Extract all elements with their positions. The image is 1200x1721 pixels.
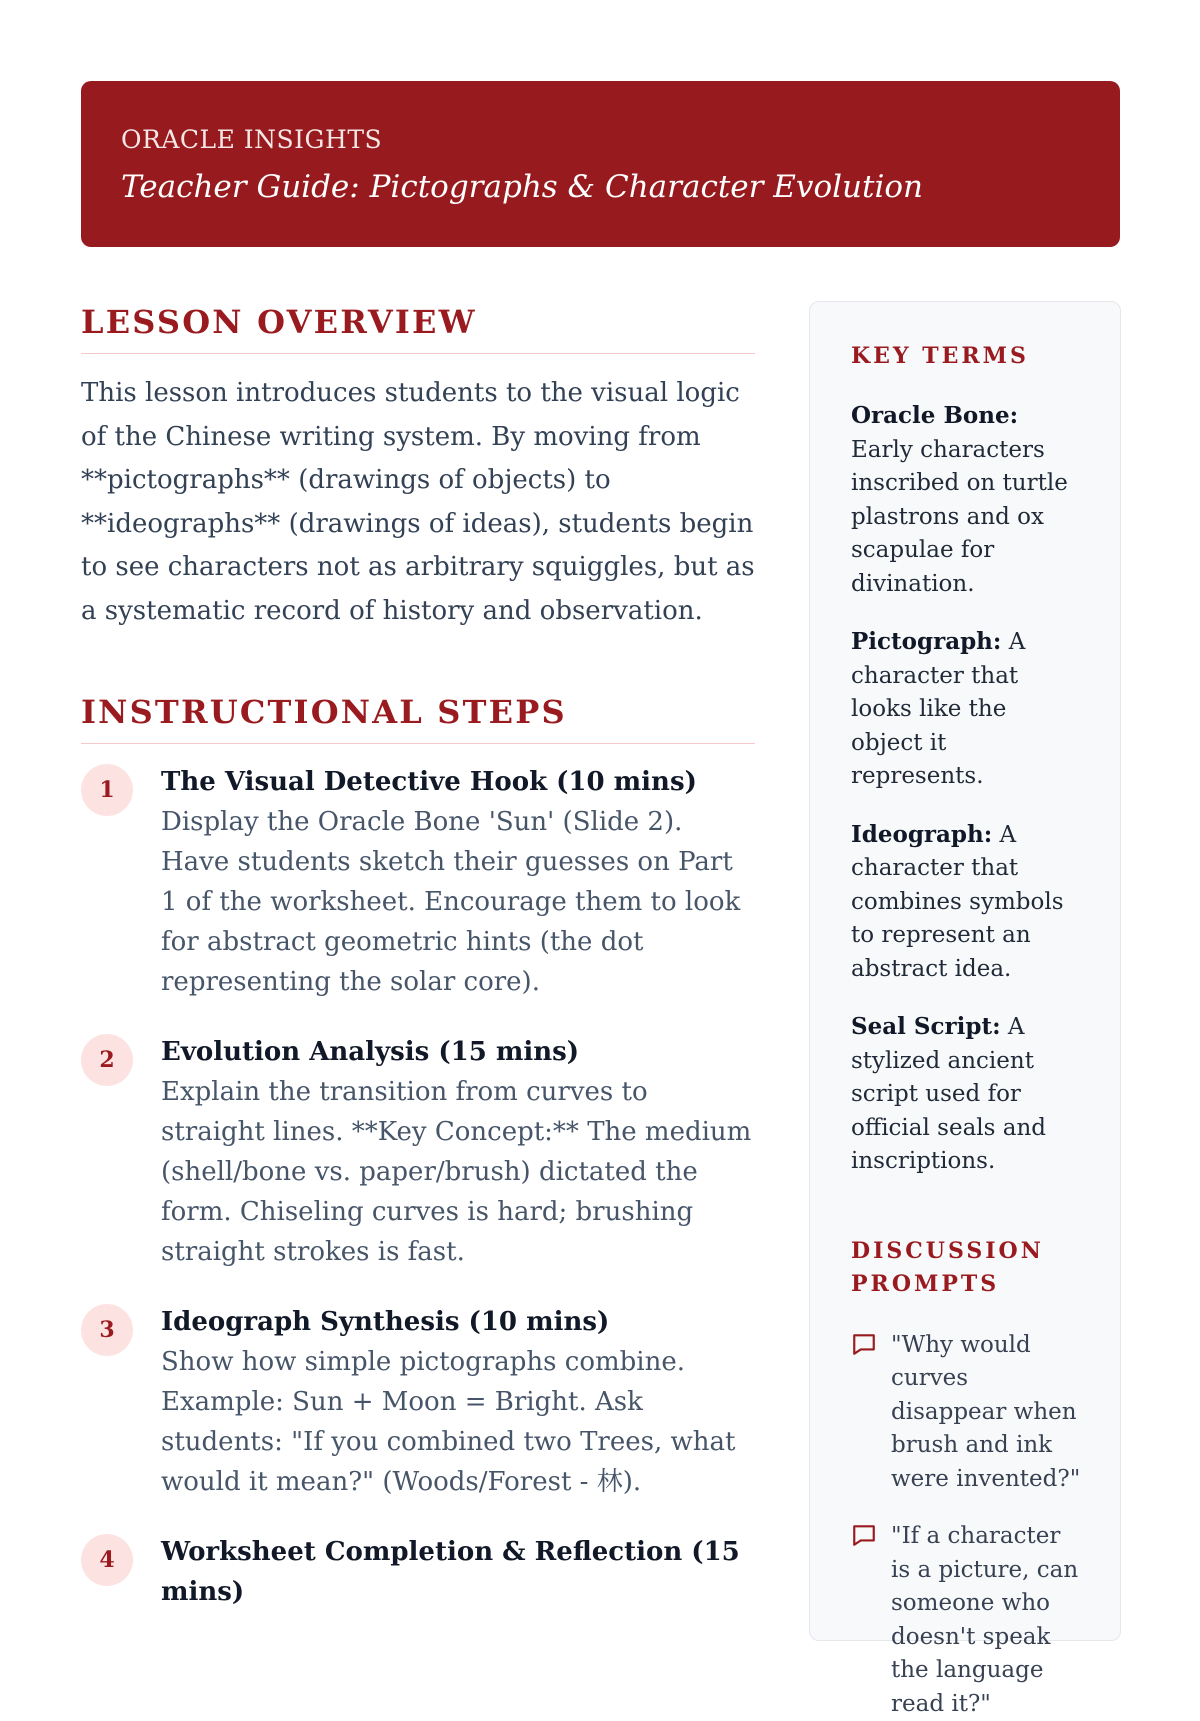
key-terms-list xyxy=(851,399,1084,1179)
step-title: The Visual Detective Hook (10 mins) xyxy=(161,762,755,802)
step-item xyxy=(81,1032,755,1272)
discussion-prompt-item xyxy=(851,1329,1084,1497)
chat-bubble-icon xyxy=(851,1522,877,1548)
key-term-definition: Early characters inscribed on turtle plastrons and ox scapulae for divination. xyxy=(851,437,1068,597)
header-banner xyxy=(81,81,1120,247)
lesson-overview-heading: LESSON OVERVIEW xyxy=(81,300,755,354)
step-number-badge: 1 xyxy=(81,764,133,816)
main-content xyxy=(81,300,755,1642)
instructional-steps-heading: INSTRUCTIONAL STEPS xyxy=(81,690,755,744)
chat-bubble-icon xyxy=(851,1331,877,1357)
lesson-overview-text: This lesson introduces students to the visual logic of the Chinese writing system. By moving from **pictographs** (drawings of objects) to **ideographs** (drawings of ideas), students begin to see characters not as arbitrary squiggles, but as a systematic record of history and observation. xyxy=(81,372,755,633)
step-item xyxy=(81,1532,755,1612)
discussion-prompt-text: "Why would curves disappear when brush and ink were invented?" xyxy=(891,1332,1080,1492)
key-term-name: Oracle Bone: xyxy=(851,402,1018,429)
key-term-item xyxy=(851,625,1084,794)
step-title: Evolution Analysis (15 mins) xyxy=(161,1032,755,1072)
discussion-prompts-heading: DISCUSSION PROMPTS xyxy=(851,1235,1084,1301)
key-term-item xyxy=(851,818,1084,987)
key-term-item xyxy=(851,1010,1084,1179)
discussion-prompt-text: "If a character is a picture, can someone who doesn't speak the language read it?" xyxy=(891,1523,1078,1717)
step-description: Display the Oracle Bone 'Sun' (Slide 2). Have students sketch their guesses on Part 1 of the worksheet. Encourage them to look for abstract geometric hints (the dot representing the solar core). xyxy=(161,802,755,1002)
key-term-name: Seal Script: xyxy=(851,1013,1001,1040)
step-number-badge: 2 xyxy=(81,1034,133,1086)
step-item xyxy=(81,762,755,1002)
step-number-badge: 4 xyxy=(81,1534,133,1586)
discussion-prompt-item xyxy=(851,1520,1084,1721)
key-term-definition: A stylized ancient script used for official seals and inscriptions. xyxy=(851,1014,1046,1174)
step-description: Show how simple pictographs combine. Example: Sun + Moon = Bright. Ask students: "If you combined two Trees, what would it mean?" (Woods/Forest - 林). xyxy=(161,1342,755,1502)
key-term-definition: A character that combines symbols to represent an abstract idea. xyxy=(851,822,1064,982)
steps-list xyxy=(81,762,755,1612)
key-term-definition: A character that looks like the object it represents. xyxy=(851,629,1025,789)
key-term-name: Ideograph: xyxy=(851,821,992,848)
key-term-item xyxy=(851,399,1084,601)
sidebar-panel xyxy=(809,301,1121,1641)
step-description: Explain the transition from curves to straight lines. **Key Concept:** The medium (shell/bone vs. paper/brush) dictated the form. Chiseling curves is hard; brushing straight strokes is fast. xyxy=(161,1072,755,1272)
key-term-name: Pictograph: xyxy=(851,628,1001,655)
page-title: Teacher Guide: Pictographs & Character Evolution xyxy=(121,167,1080,207)
key-terms-heading: KEY TERMS xyxy=(851,340,1084,373)
step-title: Ideograph Synthesis (10 mins) xyxy=(161,1302,755,1342)
discussion-prompts-list xyxy=(851,1329,1084,1721)
step-item xyxy=(81,1302,755,1502)
step-number-badge: 3 xyxy=(81,1304,133,1356)
banner-eyebrow: ORACLE INSIGHTS xyxy=(121,125,1080,155)
step-title: Worksheet Completion & Reflection (15 mins) xyxy=(161,1532,755,1612)
